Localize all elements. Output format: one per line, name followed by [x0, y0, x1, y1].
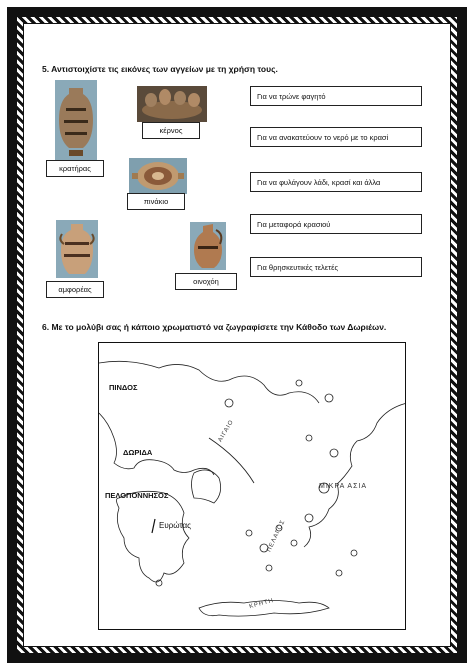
label-peloponnisos: ΠΕΛΟΠΟΝΝΗΣΟΣ — [105, 491, 169, 500]
label-pinakio: πινάκιο — [127, 193, 185, 210]
label-kernos: κέρνος — [142, 122, 200, 139]
label-aigaio: ΑΙΓΑΙΟ — [217, 418, 236, 444]
evrotas-river — [152, 519, 155, 533]
label-amphora: αμφορέας — [46, 281, 104, 298]
label-oinochoe: οινοχόη — [175, 273, 237, 290]
label-krater: κρατήρας — [46, 160, 104, 177]
pinakio-image — [129, 158, 187, 194]
question-5-title: 5. Αντιστοιχίστε τις εικόνες των αγγείων με τη χρήση τους. — [42, 64, 278, 74]
use-box-5: Για θρησκευτικές τελετές — [250, 257, 422, 277]
label-pindos: ΠΙΝΔΟΣ — [109, 383, 138, 392]
use-box-4: Για μεταφορά κρασιού — [250, 214, 422, 234]
label-mikra-asia: ΜΙΚΡΑ ΑΣΙΑ — [319, 483, 368, 490]
question-6-title: 6. Με το μολύβι σας ή κάποιο χρωματιστό να ζωγραφίσετε την Κάθοδο των Δωριέων. — [42, 322, 387, 332]
use-box-1: Για να τρώνε φαγητό — [250, 86, 422, 106]
krater-image — [55, 80, 97, 160]
label-pelagos: ΠΕΛΑΓΟΣ — [266, 518, 287, 554]
use-box-2: Για να ανακατεύουν το νερό με το κρασί — [250, 127, 422, 147]
kernos-image — [137, 86, 207, 122]
oinochoe-image — [190, 222, 226, 270]
label-dorida: ΔΩΡΙΔΑ — [123, 448, 153, 457]
use-box-3: Για να φυλάγουν λάδι, κρασί και άλλα — [250, 172, 422, 192]
amphora-image — [56, 220, 98, 278]
label-kriti: ΚΡΗΤΗ — [248, 597, 275, 611]
greece-map — [98, 342, 406, 630]
label-evrotas: Ευρώτας — [159, 521, 191, 530]
